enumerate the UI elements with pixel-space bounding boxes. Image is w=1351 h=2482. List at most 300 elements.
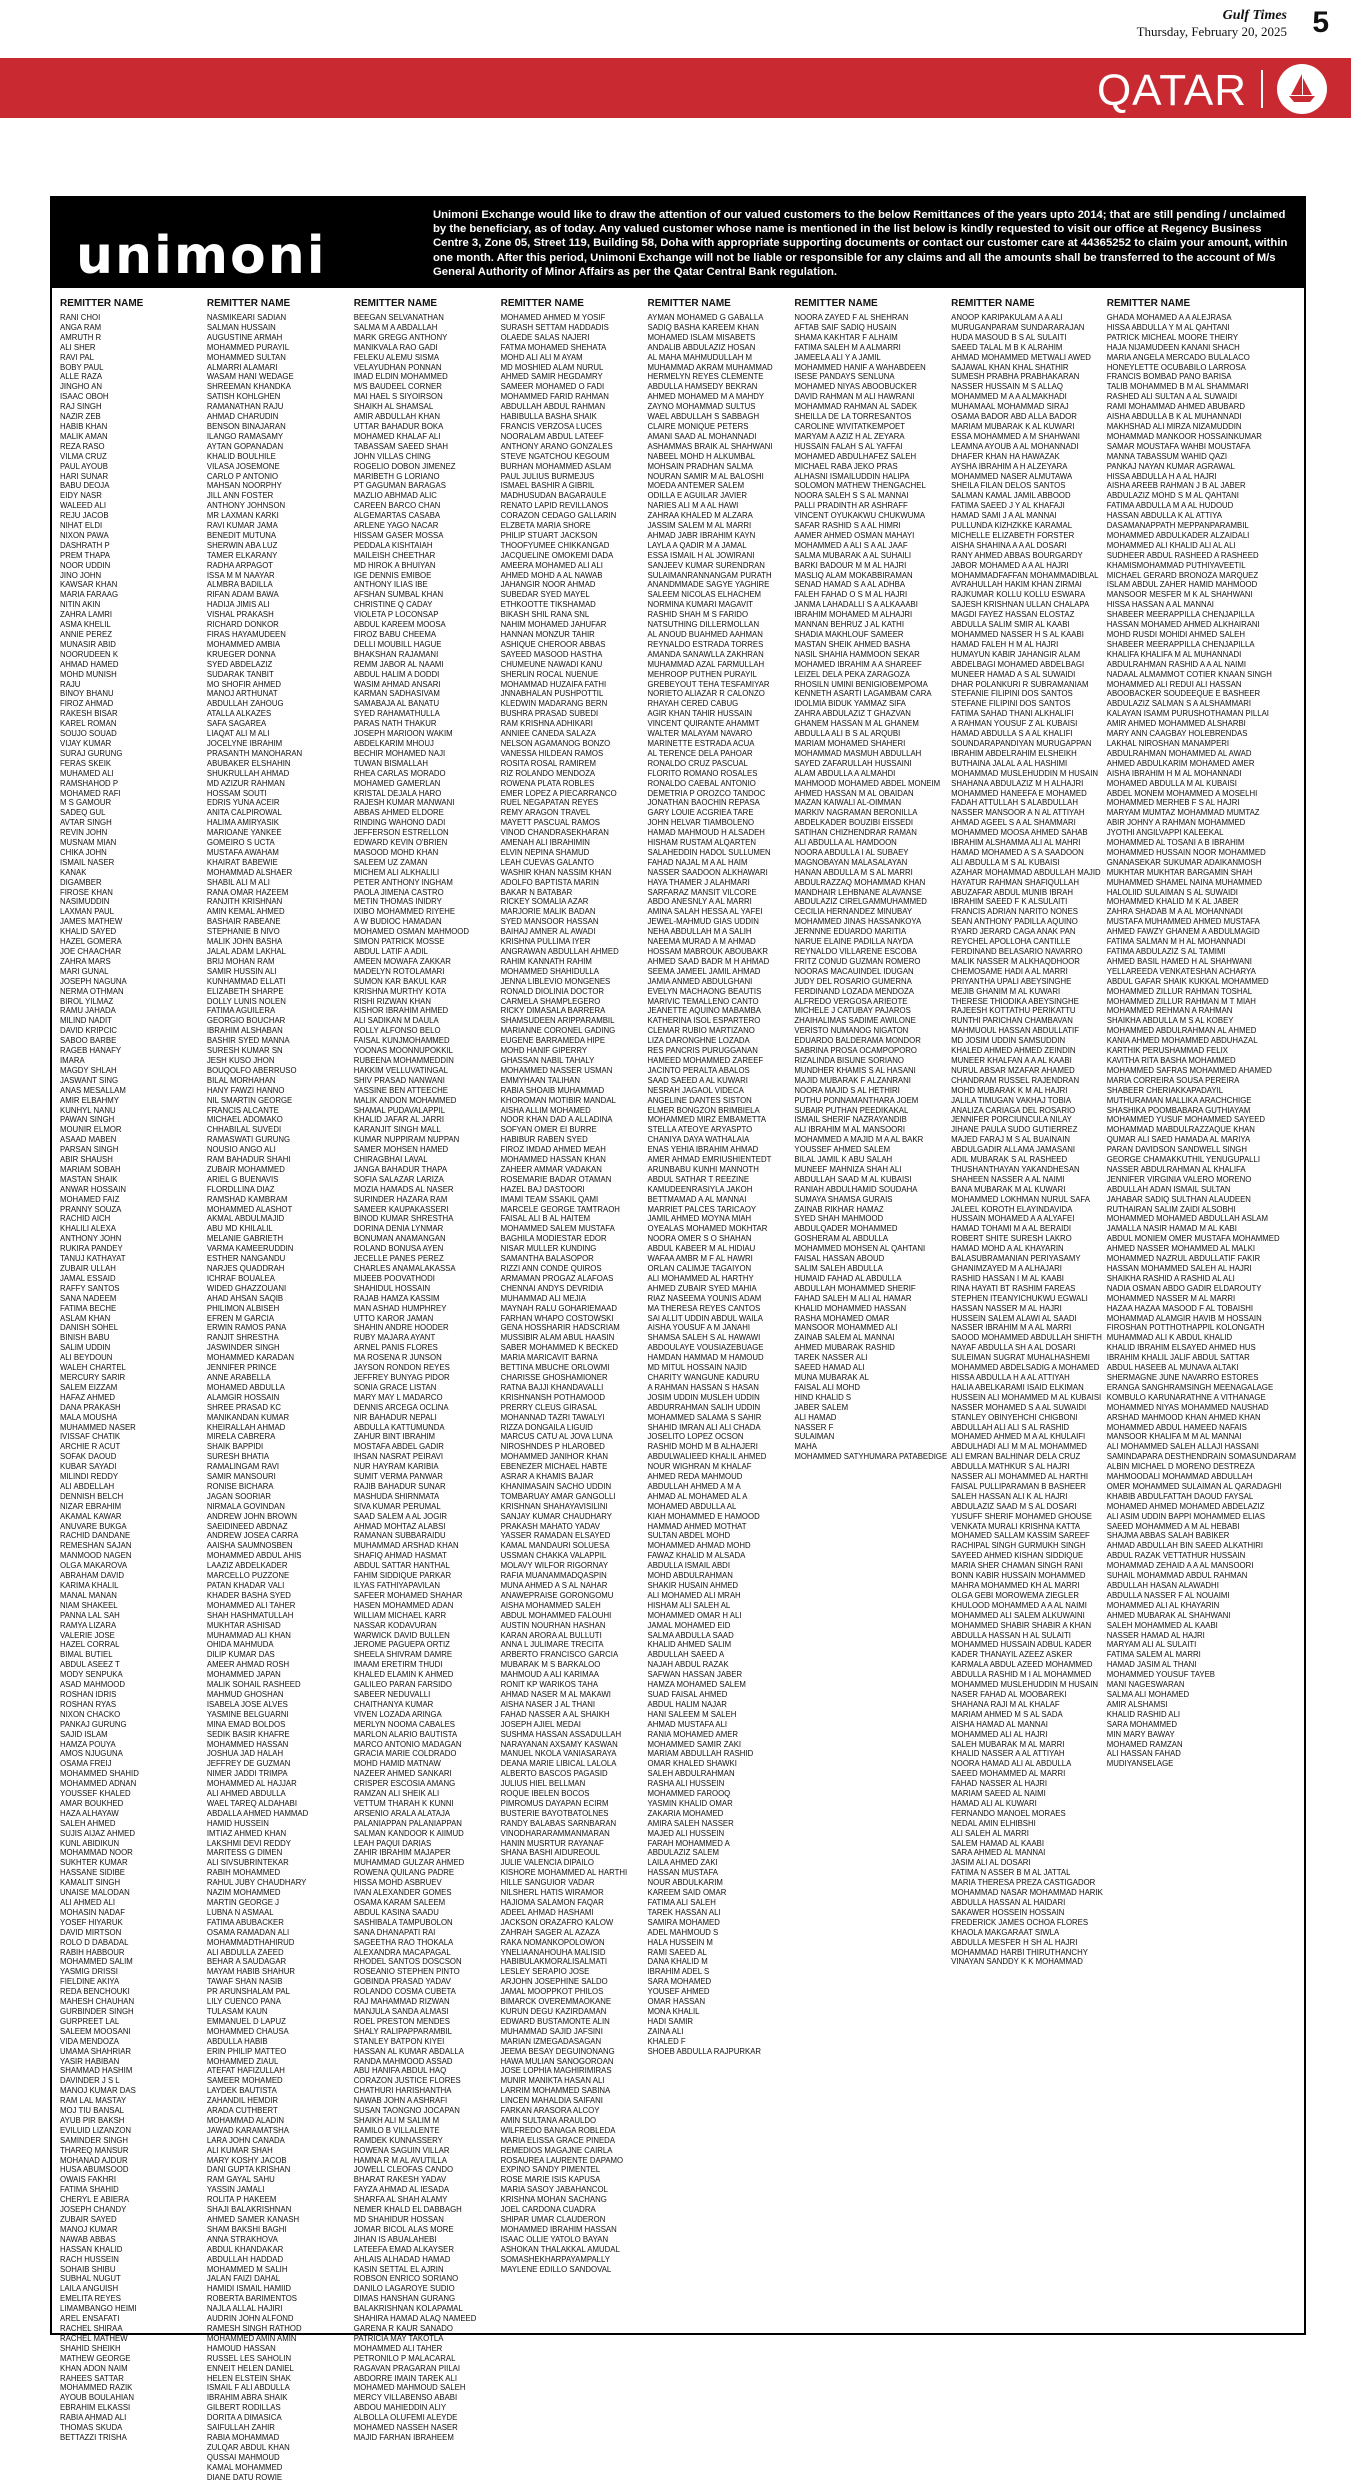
remitter-name: MOHAMMAD ALADIN bbox=[206, 2115, 284, 2125]
remitter-name: MARK GREGG ANTHONY bbox=[353, 332, 448, 342]
remitter-name: EDWARD BUSTAMONTE ALIN bbox=[500, 2016, 610, 2026]
remitter-name: SHAJI BALAKRISHNAN bbox=[206, 2205, 292, 2215]
remitter-name: MOHAMMED A MAJID M A AL BAKR bbox=[794, 1135, 924, 1145]
remitter-name: THAREQ MANSUR bbox=[60, 2145, 129, 2155]
remitter-name: NASSAR KODAVURAN bbox=[353, 1620, 437, 1630]
remitter-name: FIROZ BABU CHEEMA bbox=[353, 630, 437, 639]
remitter-name: NILSHERL HATIS WIRAMOR bbox=[500, 1888, 604, 1898]
remitter-name: MOHAMMED KHALID M K AL JABER bbox=[1106, 897, 1239, 907]
remitter-name: HUMAYUN KABIR JAHANGIR ALAM bbox=[951, 649, 1081, 659]
remitter-name: ABDULLAH SAEED A bbox=[647, 1650, 725, 1660]
remitter-name: OSAMA FREIJ bbox=[60, 1759, 112, 1769]
remitter-name: ROGELIO DOBON JIMENEZ bbox=[353, 461, 456, 471]
remitter-name: FAHAD NASSER AL HAJRI bbox=[951, 1779, 1048, 1789]
remitter-name: HAMID HUSSEIN bbox=[206, 1818, 269, 1828]
remitter-name: ABDULHADI ALI M M AL MOHAMMED bbox=[951, 1442, 1087, 1452]
remitter-name: JENNIFER VIRGINIA VALERO MORENO bbox=[1106, 1174, 1252, 1184]
remitter-name: AMER AHMAD EMRIUSHIENTEDT bbox=[647, 1155, 772, 1165]
remitter-name: MOHAMMAD MASMUH ABDULLAH bbox=[794, 748, 922, 758]
remitter-name: MR LAXMAN KARKI bbox=[206, 511, 279, 521]
remitter-name: VIJAY KUMAR bbox=[60, 738, 112, 748]
remitter-name: YUSUFF SHERIF MOHAMED GHOUSE bbox=[951, 1511, 1092, 1521]
remitter-name: SAMIR HUSSIN ALI bbox=[206, 966, 277, 976]
remitter-name: JOCELYNE IBRAHIM bbox=[206, 738, 283, 748]
remitter-name: KAREEM SAID OMAR bbox=[647, 1888, 727, 1898]
remitter-name: WALEH CHARTEL bbox=[60, 1363, 126, 1373]
remitter-name: SAEED MOHAMMED A M AL HEBABI bbox=[1106, 1521, 1240, 1531]
remitter-name: HAJIOMA SALAMON FAQAR bbox=[500, 1898, 604, 1907]
remitter-name: WALTER MALAYAM NAVARO bbox=[647, 729, 753, 739]
remitter-name: REZA RASO bbox=[60, 441, 105, 451]
remitter-name: HASSAN MOHAMMED SALEH AL HAJRI bbox=[1106, 1264, 1252, 1273]
remitter-name: YASIR HABIBAN bbox=[60, 2056, 120, 2066]
remitter-name: YASMINE BELGUARNI bbox=[206, 1709, 289, 1719]
remitter-name: GOBINDA PRASAD YADAV bbox=[353, 1977, 451, 1987]
remitter-name: RUEL NEGAPATAN REYES bbox=[500, 798, 599, 808]
remitter-name: MUHAMMAD ARSHAD KHAN bbox=[353, 1541, 459, 1551]
remitter-name: SUBEDAR SYED MAYEL bbox=[500, 590, 590, 600]
remitter-name: MOHAMMED MERHEB F S AL HAJRI bbox=[1106, 798, 1240, 808]
remitter-name: MAJED ALI HUSSEIN bbox=[647, 1828, 725, 1838]
remitter-name: NIHAT ELDI bbox=[60, 521, 103, 531]
remitter-name: JASIM ALI AL DOSARI bbox=[951, 1858, 1031, 1868]
remitter-name: BONN KABIR HUSSAIN MOHAMMED bbox=[951, 1571, 1086, 1581]
remitter-name: MOHAMMED CHAUSA bbox=[206, 2026, 289, 2036]
remitter-name: RABIH MOHAMMED bbox=[206, 1868, 281, 1878]
remitter-name: MOHAMED GAMERLAN bbox=[353, 778, 441, 788]
remitter-name: MOHAMMED SATYHUMARA PATABEDIGE bbox=[794, 1452, 948, 1462]
remitter-name: ALBERTO BASCOS PAGASID bbox=[500, 1769, 608, 1779]
remitter-name: MOHAMMADFAFFAN MOHAMMADIBLAL bbox=[951, 570, 1099, 580]
remitter-name: MASTAN SHAIK bbox=[60, 1174, 118, 1184]
remitter-name: AHLAIS ALHADAD HAMAD bbox=[353, 2254, 451, 2264]
remitter-name: ISMAIL SHERIF NAZRAYANDIB bbox=[794, 1115, 907, 1125]
remitter-name: FAISAL ALI B AL HAITEM bbox=[500, 1214, 591, 1224]
remitter-name: AUSTIN NOURHAN HASHAN bbox=[500, 1620, 606, 1630]
remitter-name: ARBERTO FRANCISCO GARCIA bbox=[500, 1650, 619, 1660]
remitter-name: SAJAWAL KHAN KHAL SHATHIR bbox=[951, 362, 1069, 372]
remitter-name: JAMEELA ALI Y A JAMIL bbox=[794, 352, 881, 362]
remitter-name: ABDUL KHANDAKAR bbox=[206, 2244, 284, 2254]
remitter-name: SAAD SALEM A AL JOGIR bbox=[353, 1511, 448, 1521]
remitter-name: PETER ANTHONY INGHAM bbox=[353, 877, 453, 887]
remitter-name: SHOEB ABDULLA RAJPURKAR bbox=[647, 2046, 762, 2056]
remitter-name: MOHAMMED HANIF A WAHABDEEN bbox=[794, 362, 926, 372]
remitter-name: SABER MOHAMMED K BECKED bbox=[500, 1343, 619, 1353]
remitter-name: KHALED F bbox=[647, 2036, 686, 2046]
remitter-name: EXPINO SANDY PIMENTEL bbox=[500, 2165, 601, 2175]
remitter-name: ABDO ANESNLY A AL MARRI bbox=[647, 897, 752, 907]
remitter-name: JINGHO AN bbox=[60, 382, 103, 392]
remitter-name: LIZA DARONGHNE LOZADA bbox=[647, 1036, 750, 1046]
remitter-name: AISHA AREEB RAHMAN J B AL JABER bbox=[1106, 481, 1246, 491]
remitter-name: RIZZA DONGAILA LIGUID bbox=[500, 1422, 593, 1432]
remitter-name: GREBEYOUT TEHA TESFAMIYAR bbox=[647, 679, 770, 689]
remitter-name: ANNA STRAKHOVA bbox=[206, 2234, 278, 2244]
remitter-name: IBRAHIM ABRA SHAIK bbox=[206, 2393, 288, 2403]
remitter-name: MOHAMMAD NOOR bbox=[60, 1848, 133, 1858]
remitter-name: MEHROOP PUTHEN PURAYIL bbox=[647, 669, 757, 679]
remitter-name: MOHAMED IBRAHIM A A SHAREEF bbox=[794, 659, 922, 669]
remitter-name: ADEL MAHMOUD S bbox=[647, 1927, 719, 1937]
remitter-name: ROSHAN IDRIS bbox=[60, 1689, 117, 1699]
remitter-name: MOZIA HAMADS AL NASER bbox=[353, 1184, 454, 1194]
remitter-name: MOHAMMED ABDUL HAMEED NAFAIS bbox=[1106, 1422, 1247, 1432]
remitter-name: OWAIS FAKHRI bbox=[60, 2175, 117, 2185]
remitter-name: JOSEPH AJIEL MEDAI bbox=[500, 1719, 581, 1729]
remitter-name: LARRIM MOHAMMED SABINA bbox=[500, 2086, 611, 2096]
remitter-name: CHATHURI HARISHANTHA bbox=[353, 2086, 452, 2096]
remitter-name: KHALILI ALEXA bbox=[60, 1224, 116, 1234]
remitter-name: NIRMALA GOVINDAN bbox=[206, 1501, 285, 1511]
remitter-list bbox=[354, 313, 497, 2443]
remitter-name: IBRAHIM MOHAMED M ALHAJRI bbox=[794, 610, 913, 620]
remitter-name: AMOS NJUGUNA bbox=[60, 1749, 123, 1759]
remitter-name: FERDINAND BELASARIO NAVARRO bbox=[951, 947, 1083, 956]
remitter-name: ALI ABDELLAH bbox=[60, 1481, 115, 1491]
remitter-name: NOUSIO ANGO ALI bbox=[206, 1145, 276, 1155]
remitter-name: NIL SMARTIN GEORGE bbox=[206, 1095, 293, 1105]
remitter-name: MIRELA CABRERA bbox=[206, 1432, 276, 1442]
remitter-name: SHAHEEN NASSER A AL NAIMI bbox=[951, 1174, 1065, 1184]
remitter-name: RICHARD DONKOR bbox=[206, 620, 279, 630]
remitter-name: MOHAMMED REHMAN A RAHMAN bbox=[1106, 1006, 1233, 1016]
remitter-name: EIDY NASR bbox=[60, 491, 102, 501]
remitter-name: NARUE ELAINE PADILLA NAYDA bbox=[794, 937, 914, 947]
remitter-name: ROLO D DABADAL bbox=[60, 1937, 129, 1947]
remitter-name: AHMAD HAMED bbox=[60, 659, 119, 669]
remitter-name: ZULQAR ABDUL KHAN bbox=[206, 2442, 290, 2452]
remitter-name: ABDULAZIZ SALMAN S A ALSHAMMARI bbox=[1106, 699, 1252, 709]
remitter-name: FIROSE KHAN bbox=[60, 887, 113, 897]
remitter-name: SATIHAN CHIZHENDRAR RAMAN bbox=[794, 828, 917, 838]
remitter-name: ABDULLA ALI B S AL ARQUBI bbox=[794, 729, 901, 739]
remitter-name: IBRAHIM SAEED F K ALSULAITI bbox=[951, 897, 1068, 907]
remitter-name: RAKESH BISAR bbox=[60, 709, 118, 719]
remitter-name: EVILUID LIZANZON bbox=[60, 2125, 132, 2135]
remitter-name: BURHAN MOHAMMED ASLAM bbox=[500, 461, 612, 471]
remitter-name: IGE DENNIS EMIBOE bbox=[353, 570, 432, 580]
remitter-name: SALMAN HUSSAIN bbox=[206, 322, 276, 332]
remitter-name: MOHAMMED SHAHIDULLA bbox=[500, 966, 599, 976]
remitter-name: SHERMAGNE JUNE NAVARRO ESTORES bbox=[1106, 1372, 1259, 1382]
remitter-name: HAMEED MOHAMMED ZAREEF bbox=[647, 1055, 764, 1065]
remitter-name: RUTHAIRAN SALIM ZAIDI ALSOBHI bbox=[1106, 1204, 1236, 1214]
remitter-name: FIROSHAN POTTHOTHAPPIL KOLONGATH bbox=[1106, 1323, 1265, 1333]
remitter-name: MAHESH CHAUHAN bbox=[60, 1997, 135, 2007]
remitter-name: ROSEANIO STEPHEN PINTO bbox=[353, 1967, 460, 1977]
remitter-name: BIKASH SHIL RANA SNL bbox=[500, 610, 590, 620]
remitter-name: RAMI SAEED AL bbox=[647, 1947, 707, 1957]
remitter-name: REYNALDO VILLARENE ESCOBA bbox=[794, 947, 918, 956]
remitter-name: CHARISSE GHOSHAMIONER bbox=[500, 1372, 608, 1382]
remitter-name: AHMED FAWZY GHANEM A ABDULMAGID bbox=[1106, 927, 1260, 937]
remitter-name: NAHIM MOHAMED JAHUFAR bbox=[500, 620, 607, 630]
remitter-name: SHADIA MAKHLOUF SAMEER bbox=[794, 630, 904, 639]
remitter-name: ASAAD MABEN bbox=[60, 1135, 117, 1145]
remitter-name: SAFWAN HASSAN JABER bbox=[647, 1670, 743, 1680]
remitter-name: MARIOANE YANKEE bbox=[206, 828, 282, 838]
remitter-name: HABIBULAKMORALISALMATI bbox=[500, 1957, 608, 1967]
remitter-name: JAMIL AHMED MOYNA MIAH bbox=[647, 1214, 752, 1224]
remitter-name: UMAMA SHAHRIAR bbox=[60, 2046, 132, 2056]
remitter-name: FAHIM SIDDIQUE PARKAR bbox=[353, 1571, 452, 1581]
remitter-name: MOHAMMED ZILLUR RAHMAN M T MIAH bbox=[1106, 996, 1256, 1006]
remitter-name: AHMED MUBARAK AL SHAHWANI bbox=[1106, 1610, 1231, 1620]
remitter-name: SUSHMA HASSAN ASSADULLAH bbox=[500, 1729, 622, 1739]
remitter-name: RABIH HABBOUR bbox=[60, 1947, 125, 1957]
remitter-name: IMARA bbox=[60, 1055, 85, 1065]
remitter-name: FATIMA ABUBACKER bbox=[206, 1917, 284, 1927]
remitter-name: RABIA SHOAIB MUHAMMAD bbox=[500, 1085, 605, 1095]
remitter-name: TAREK HASSAN ALI bbox=[647, 1907, 721, 1917]
remitter-name: FRITZ CONUD GUZMAN ROMERO bbox=[794, 956, 921, 966]
remitter-name: ZAHRA MARS bbox=[60, 956, 111, 966]
remitter-name: JOSE LOPHIA MAGHIRIMIRAS bbox=[500, 2066, 612, 2076]
remitter-name: SOMASHEKHARPAYAMPALLY bbox=[500, 2254, 610, 2264]
remitter-name: ABDOU MAHIEDDIN ALIY bbox=[353, 2403, 447, 2413]
remitter-name: NARJES QUADDRAH bbox=[206, 1264, 285, 1273]
remitter-list bbox=[951, 313, 1103, 1967]
remitter-name: HABIBULLA BASHA SHAIK bbox=[500, 412, 597, 422]
remitter-name: AHMED MUBARAK RASHID bbox=[794, 1343, 895, 1353]
remitter-name: MUNA MUBARAK AL bbox=[794, 1372, 869, 1382]
remitter-name: LAILA AHMED ZAKI bbox=[647, 1858, 718, 1868]
remitter-name: ERANGA SANGHRAMSINGH MEENAGALAGE bbox=[1106, 1382, 1274, 1392]
remitter-name: IBRAHIM KHALIL JALIF ABDUL SATTAR bbox=[1106, 1353, 1250, 1363]
remitter-name: RACHID DANDANE bbox=[60, 1531, 131, 1541]
remitter-name: MARY ANN CAAGBAY HOLEBRENDAS bbox=[1106, 729, 1248, 739]
remitter-name: KRISHNA PULLIMA IYER bbox=[500, 937, 591, 947]
remitter-name: FALEH FAHAD O S M AL HAJRI bbox=[794, 590, 908, 600]
remitter-name: ALLE RAZA bbox=[60, 372, 103, 382]
remitter-name: MOHAMMED OMAR H ALI bbox=[647, 1610, 742, 1620]
remitter-name: FATIMA SALEH M A ALMARRI bbox=[794, 342, 901, 352]
remitter-name: ABDULLA HABIB bbox=[206, 2036, 268, 2046]
remitter-name: DANISH SOHEL bbox=[60, 1323, 119, 1333]
remitter-name: SEAN ANTHONY PADILLA AQUINO bbox=[951, 917, 1078, 927]
remitter-name: MOHAMED KHALAF ALI bbox=[353, 431, 441, 441]
remitter-name: ARJOHN JOSEPHINE SALDO bbox=[500, 1977, 608, 1987]
remitter-name: ABIR SHAUSH bbox=[60, 1155, 113, 1165]
remitter-name: AHAD AHSAN SAQIB bbox=[206, 1293, 284, 1303]
remitter-name: ROSEMARIE BADAR OTAMAN bbox=[500, 1174, 612, 1184]
remitter-name: TAREK NASSER ALI bbox=[794, 1353, 868, 1363]
remitter-name: ALI SALEH AL MARRI bbox=[951, 1828, 1029, 1838]
remitter-name: RAVI PAL bbox=[60, 352, 94, 362]
remitter-name: MOHD MUBARAK K M AL HAJRI bbox=[951, 1085, 1068, 1095]
remitter-name: JENNIFER PRINCE bbox=[206, 1363, 277, 1373]
remitter-name: MICHAEL RABA JEKO PRAS bbox=[794, 461, 898, 471]
remitter-name: ANGELINE DANTES SISTON bbox=[647, 1095, 752, 1105]
remitter-name: MAHMUD GHOSHAN bbox=[206, 1689, 284, 1699]
remitter-name: BETTMAMAD A AL MANNAI bbox=[647, 1194, 747, 1204]
remitter-name: WAFAA AMBR M F AL HAWRI bbox=[647, 1254, 753, 1264]
remitter-name: AAMER AHMED OSMAN MAHAYI bbox=[794, 530, 915, 540]
remitter-name: ELMER BONGZON BRIMBIELA bbox=[647, 1105, 760, 1115]
remitter-name: ABDULLA HAMSEDY BEKRAN bbox=[647, 382, 758, 392]
column-header: REMITTER NAME bbox=[1106, 298, 1191, 309]
remitter-name: MOHAMMED ALI TAHER bbox=[353, 2343, 443, 2353]
remitter-name: MOHAMMED MOOSA AHMED SAHAB bbox=[951, 828, 1088, 838]
remitter-name: OLGA GEBI MOROWEMA ZIEGLER bbox=[951, 1590, 1079, 1600]
remitter-name: DAVINDER J S L bbox=[60, 2076, 120, 2086]
remitter-name: SUDARAK TANBIT bbox=[206, 669, 274, 679]
remitter-name: ABDULLA MATHKUR S AL HAJRI bbox=[951, 1462, 1070, 1472]
remitter-name: ISAAC OLLIE YATOLO BAYAN bbox=[500, 2234, 609, 2244]
remitter-name: SHREE PRASAD KC bbox=[206, 1402, 281, 1412]
remitter-name: RONISE BICHARA bbox=[206, 1481, 274, 1491]
remitter-name: ICHRAF BOUALEA bbox=[206, 1273, 275, 1283]
remitter-name: KALAYAN ISAMM PURUSHOTHAMAN PILLAI bbox=[1106, 709, 1269, 719]
remitter-name: SAFEER MOHAMED SHAHAR bbox=[353, 1590, 463, 1600]
remitter-name: MARIA ELISSA GRACE PINEDA bbox=[500, 2135, 616, 2145]
remitter-name: NAEEMA MURAD A M AHMAD bbox=[647, 937, 756, 947]
remitter-name: ROWENA QUILANG PADRE bbox=[353, 1868, 455, 1878]
column-header: REMITTER NAME bbox=[60, 298, 144, 309]
remitter-name: CHIKA JOHN bbox=[60, 847, 107, 857]
remitter-name: ISABELA JOSE ALVES bbox=[206, 1699, 288, 1709]
remitter-name: WALEED ALI bbox=[60, 501, 107, 511]
remitter-name: FLORDLLINA DIAZ bbox=[206, 1184, 275, 1194]
remitter-name: MASLIQ ALAM MOKABBIRAMAN bbox=[794, 570, 913, 580]
remitter-name: RAMI MOHAMMAD AHMED ABUBARD bbox=[1106, 402, 1245, 412]
remitter-name: MARIA ANGELA MERCADO BULALACO bbox=[1106, 352, 1250, 362]
remitter-name: RAMZAN ALI SHEIK ALI bbox=[353, 1789, 440, 1799]
remitter-name: OMER MOHAMMED SULAIMAN AL QARADAGHI bbox=[1106, 1481, 1282, 1491]
remitter-name: MOHAMMED FARID RAHMAN bbox=[500, 392, 609, 402]
remitter-name: TOMBARUAY AMAR GANGOLLI bbox=[500, 1491, 616, 1501]
remitter-name: LAYLA A QADIR M A JAMAL bbox=[647, 540, 747, 550]
remitter-name: RONALDO CAEBAL ANTONIO bbox=[647, 778, 756, 788]
remitter-name: ROLITA P HAKEEM bbox=[206, 2195, 277, 2205]
remitter-name: MARIA THERESA PREZA CASTIGADOR bbox=[951, 1878, 1096, 1888]
remitter-name: SHIPAR UMAR CLAUDERON bbox=[500, 2215, 606, 2224]
remitter-name: ANDALIB ABDULAZIZ HOSAN bbox=[647, 342, 756, 352]
remitter-name: ABDULRAZZAQ MOHAMMAD KHAN bbox=[794, 877, 926, 887]
remitter-name: HUSSEIN ALI MOHAMMED M AL KUBAISI bbox=[951, 1392, 1102, 1402]
remitter-name: JOSHUA JAD HALAH bbox=[206, 1749, 284, 1759]
remitter-name: QUSSAI MAHMOUD bbox=[206, 2452, 280, 2462]
remitter-name: IBRAHIM ABDELRAHIM ELSHEIKH bbox=[951, 748, 1077, 758]
ad-notice-text: Unimoni Exchange would like to draw the attention of our valued customers to the below Remittances of the years upto 2014; that are still pending / unclaimed by the beneficiary, as of today. Any valued customer whose name is mentioned in the list below is kindly requested to visit our office at Regency Business Centre 3, Zone 05, Street 119, Building 58, Doha with appropriate supporting documents or contact our customer care at 44365252 to claim your amount, within one month. After this period, Unimoni Exchange will not be liable or responsible for any claims and all the amounts shall be transferred to the account of M/s General Authority of Minor Affairs as per the Qatar Central Bank regulation. bbox=[433, 209, 1288, 278]
remitter-name: AHMED BASIL HAMED H AL SHAHWANI bbox=[1106, 956, 1252, 966]
remitter-list bbox=[648, 313, 791, 2057]
remitter-name: SAI ALLIT UDDIN ABDUL WAILA bbox=[647, 1313, 763, 1323]
remitter-name: ABDURRAHMAN SALIH UDDIN bbox=[647, 1402, 761, 1412]
remitter-name: NESRAH JAGAOL VIDECA bbox=[647, 1085, 744, 1095]
remitter-name: SHAM BAKSHI BAGHI bbox=[206, 2224, 287, 2234]
remitter-name: ALI BEYDOUN bbox=[60, 1353, 113, 1363]
remitter-name: MANDHAIR LEHBNANE ALAVANSE bbox=[794, 887, 922, 897]
remitter-name: MANUEL NKOLA VANIASARAYA bbox=[500, 1749, 617, 1759]
remitter-name: IXIBO MOHAMMED RIYEHE bbox=[353, 907, 456, 917]
remitter-name: MAYLENE EDILLO SANDOVAL bbox=[500, 2264, 612, 2274]
remitter-name: HAZEL BAJ DASTOORI bbox=[500, 1184, 585, 1194]
remitter-name: RASHA MOHAMED OMAR bbox=[794, 1313, 890, 1323]
remitter-name: MOHAMED RAMZAN bbox=[1106, 1739, 1183, 1749]
remitter-name: HUSA ABUMSOOD bbox=[60, 2165, 129, 2175]
remitter-name: WIDED GHAZZOUANI bbox=[206, 1283, 287, 1293]
remitter-name: ROBERTA BARIMENTOS bbox=[206, 2294, 297, 2304]
section-divider bbox=[1261, 70, 1263, 108]
remitter-name: AUDRIN JOHN ALFOND bbox=[206, 2314, 294, 2324]
remitter-name: MOSTAFA ABDEL GADIR bbox=[353, 1442, 444, 1452]
remitter-name: NASSER HUSSAIN M S ALLAQ bbox=[951, 382, 1063, 392]
remitter-name: ADEEL AHMAD HASHAMI bbox=[500, 1907, 594, 1917]
remitter-name: PRIYANTHA UPALI ABEYSINGHE bbox=[951, 976, 1072, 986]
remitter-name: FRANCIS VERZOSA LUCES bbox=[500, 421, 603, 431]
remitter-name: RANA OMAR HAZEEM bbox=[206, 887, 289, 897]
remitter-name: ILYAS FATHIYAPAVILAN bbox=[353, 1581, 440, 1590]
remitter-name: RHAYAH CERED CABUG bbox=[647, 699, 739, 709]
remitter-name: LUBNA N ASMAAL bbox=[206, 1907, 274, 1917]
remitter-name: STELLA ATEOYE ARYASPTO bbox=[647, 1125, 753, 1135]
unclaimed-remittances-ad bbox=[50, 196, 1306, 2482]
remitter-name: RAMALINGAM RAVI bbox=[206, 1462, 280, 1472]
remitter-name: MOHANAD AJDUR bbox=[60, 2155, 128, 2165]
remitter-name: SHAKIR HUSAIN AHMED bbox=[647, 1581, 739, 1590]
remitter-name: JEEMA BESAY DEGUINONANG bbox=[500, 2046, 615, 2056]
remitter-name: BILAL JAMIL K ABU SALAH bbox=[794, 1155, 893, 1165]
remitter-name: MOHAMMAD HARBI THIRUTHANCHY bbox=[951, 1947, 1088, 1957]
remitter-name: SAFA SAGAREA bbox=[206, 719, 267, 729]
remitter-name: MOHAMMED ABDUL AHIS bbox=[206, 1551, 302, 1561]
remitter-name: MAKHSHAD ALI MIRZA NIZAMUDDIN bbox=[1106, 421, 1242, 431]
remitter-name: MANIKANDAN KUMAR bbox=[206, 1412, 290, 1422]
remitter-name: HAZAA HAZAA MASOOD F AL TOBAISHI bbox=[1106, 1303, 1254, 1313]
remitter-name: MOJ TIU BANSAL bbox=[60, 2106, 124, 2116]
remitter-name: NARIES ALI M A AL HAWI bbox=[647, 501, 739, 511]
remitter-name: MOHAMMED JAPAN bbox=[206, 1670, 281, 1680]
remitter-name: JENNIFER PORCIUNCULA NILAY bbox=[951, 1115, 1072, 1125]
remitter-name: MANSOOR KHALIFA M M AL MANNAI bbox=[1106, 1432, 1242, 1442]
remitter-name: SUJIS AIJAZ AHMED bbox=[60, 1828, 135, 1838]
remitter-name: AMIR AHMED MOHAMMED ALSHARBI bbox=[1106, 719, 1246, 729]
remitter-name: ABDULLAH ADAN ISMAIL SULTAN bbox=[1106, 1184, 1231, 1194]
remitter-name: ZAHIR IBRAHIM MAJAPER bbox=[353, 1848, 451, 1858]
remitter-name: SOUNDARAPANDIYAN MURUGAPPAN bbox=[951, 738, 1092, 748]
remitter-name: ROQUE IBELEN BOCOS bbox=[500, 1789, 590, 1799]
remitter-name: MD HIROK A BHUIYAN bbox=[353, 560, 436, 570]
remitter-name: ISAAC OBOH bbox=[60, 392, 109, 402]
remitter-name: MAGDY SHLAH bbox=[60, 1065, 117, 1075]
remitter-name: HAYA THAMER J ALAHMARI bbox=[647, 877, 750, 887]
remitter-name: MOHD MUNISH bbox=[60, 669, 117, 679]
remitter-name: KHABIB ABDULFATTAH DAOUD FAYSAL bbox=[1106, 1491, 1254, 1501]
remitter-name: MANIKVALA RAO GADI bbox=[353, 342, 438, 352]
remitter-name: ATEFAT HAFIZULLAH bbox=[206, 2066, 285, 2076]
remitter-name: SURAJ GURUNG bbox=[60, 748, 123, 758]
remitter-name: MARLON ALARIO BAUTISTA bbox=[353, 1729, 458, 1739]
remitter-name: RAMESH SINGH RATHOD bbox=[206, 2323, 302, 2333]
remitter-name: ABDUL KABEER M AL HIDIAU bbox=[647, 1244, 756, 1254]
remitter-name: RAGEB HANAFY bbox=[60, 1046, 122, 1056]
remitter-name: SULAIMANRANNANGAM PURATH bbox=[647, 570, 772, 580]
remitter-name: LESLEY SERAPIO JOSE bbox=[500, 1967, 590, 1977]
remitter-name: JOSEPH NAGUNA bbox=[60, 976, 127, 986]
remitter-name: SAMINDAPARA DESTHENDRAIN SOMASUNDARAM bbox=[1106, 1452, 1296, 1462]
remitter-name: KARAN ARORA AL BULLUTI bbox=[500, 1630, 602, 1640]
remitter-name: HISHAM ALI SALEH AL bbox=[647, 1600, 731, 1610]
remitter-name: SHAIKHA RASHID A RASHID AL ALI bbox=[1106, 1273, 1235, 1283]
remitter-name: SAMER MOHSEN HAMED bbox=[353, 1145, 449, 1155]
remitter-name: RAVI KUMAR JAMA bbox=[206, 521, 278, 531]
remitter-name: MASTAN SHEIK AHMED BASHA bbox=[794, 639, 911, 649]
remitter-name: MARYAM MUMTAZ MOHAMMAD MUMTAZ bbox=[1106, 808, 1260, 818]
remitter-name: TALIB MOHAMMED B M AL SHAMMARI bbox=[1106, 382, 1249, 392]
remitter-name: MARCELLO PUZZONE bbox=[206, 1571, 290, 1581]
